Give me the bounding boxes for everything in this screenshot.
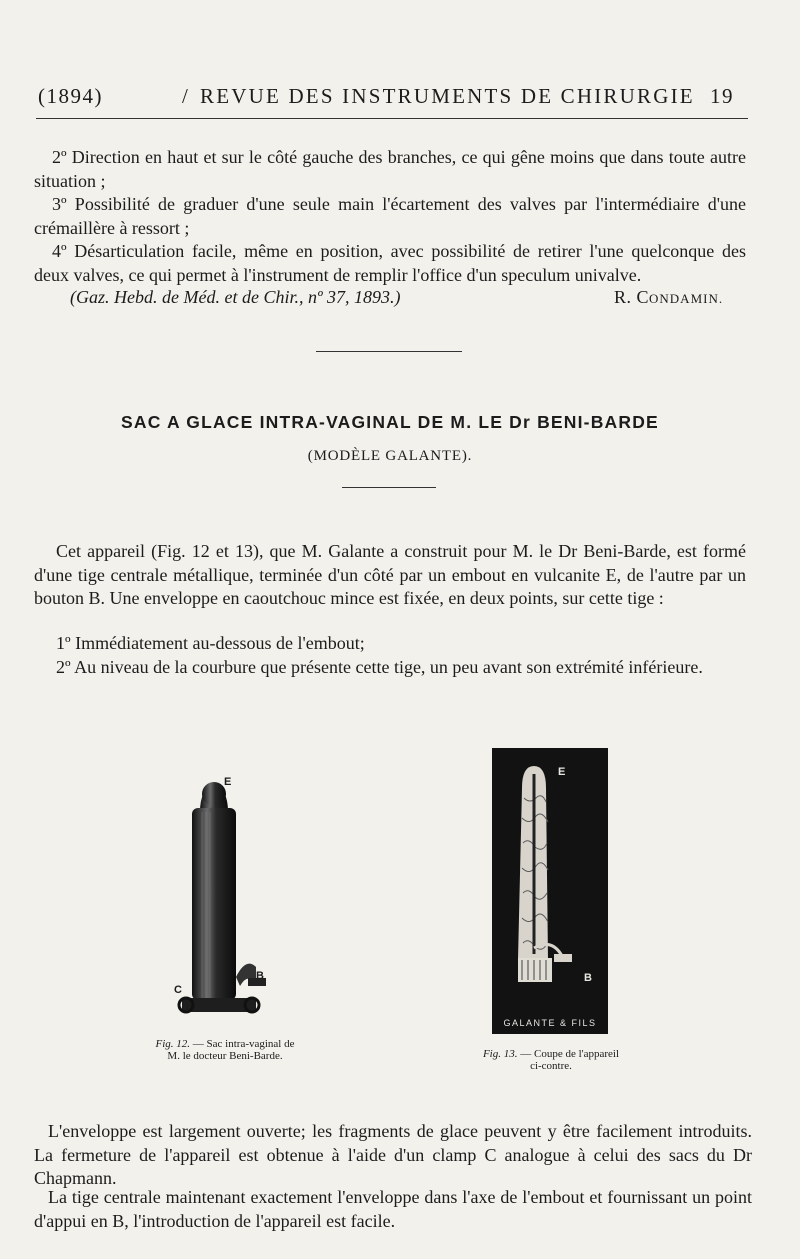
point-1: 1º Immédiatement au-dessous de l'embout; (56, 633, 365, 653)
list-item-2: 2º Direction en haut et sur le côté gauche des branches, ce qui gêne moins que dans toute autre situation ; (34, 147, 746, 191)
ice-bag-illustration (168, 772, 278, 1034)
fig13-label-e: E (558, 766, 566, 778)
fig12-caption (150, 1038, 300, 1062)
closing-paragraph-1: L'enveloppe est largement ouverte; les fragments de glace peuvent y être facilement introduits. La fermeture de l'appareil est obtenue à l'aide d'un clamp C analogue à celui des sacs du Dr Chapmann. (34, 1121, 752, 1188)
fig12-label-e: E (224, 776, 232, 788)
citation-source: (Gaz. Hebd. de Méd. et de Chir., nº 37, 1893.) (70, 287, 401, 307)
fig12-label-b: B (256, 970, 264, 982)
fig12-caption-text: — Sac intra-vaginal de M. le docteur Beni-Barde. (167, 1038, 295, 1062)
header-year: (1894) (38, 84, 103, 108)
page-number: 19 (710, 84, 734, 108)
header-title: REVUE DES INSTRUMENTS DE CHIRURGIE (200, 84, 695, 108)
subtitle-rule (342, 487, 436, 488)
figure-13 (492, 748, 608, 1034)
closing-paragraph-2: La tige centrale maintenant exactement l'enveloppe dans l'axe de l'embout et fournissant un point d'appui en B, l'introduction de l'appareil est facile. (34, 1187, 752, 1231)
header-rule (36, 118, 748, 119)
section-title: SAC A GLACE INTRA-VAGINAL DE M. LE Dr BENI-BARDE (121, 412, 659, 432)
fig13-maker-mark: GALANTE & FILS (503, 1018, 597, 1028)
intro-paragraph: Cet appareil (Fig. 12 et 13), que M. Galante a construit pour M. le Dr Beni-Barde, est formé d'une tige centrale métallique, terminée d'un côté par un embout en vulcanite E, de l'autre par un bouton B. Une enveloppe en caoutchouc mince est fixée, en deux points, sur cette tige : (34, 541, 746, 608)
point-2: 2º Au niveau de la courbure que présente cette tige, un peu avant son extrémité inférieure. (56, 657, 703, 677)
list-item-4: 4º Désarticulation facile, même en position, avec possibilité de retirer l'une quelconque des deux valves, ce qui permet à l'instrument de remplir l'office d'un speculum univalve. (34, 241, 746, 285)
fig13-label-b: B (584, 972, 592, 984)
citation-author: R. CONDAMIN. (614, 287, 724, 307)
fig13-caption-number: Fig. 13. (482, 1048, 518, 1060)
fig13-caption (476, 1048, 626, 1072)
list-item-3: 3º Possibilité de graduer d'une seule main l'écartement des valves par l'intermédiaire d'une crémaillère à ressort ; (34, 194, 746, 238)
fig12-label-c: C (174, 984, 182, 996)
ice-bag-section-illustration (492, 748, 608, 1034)
running-header (36, 82, 748, 112)
section-divider (316, 351, 462, 352)
section-subtitle: (MODÈLE GALANTE). (307, 448, 473, 464)
figure-12 (168, 772, 278, 1034)
fig13-caption-text: — Coupe de l'appareil ci-contre. (520, 1048, 620, 1072)
header-separator: / (182, 84, 190, 108)
fig12-caption-number: Fig. 12. (155, 1038, 191, 1050)
